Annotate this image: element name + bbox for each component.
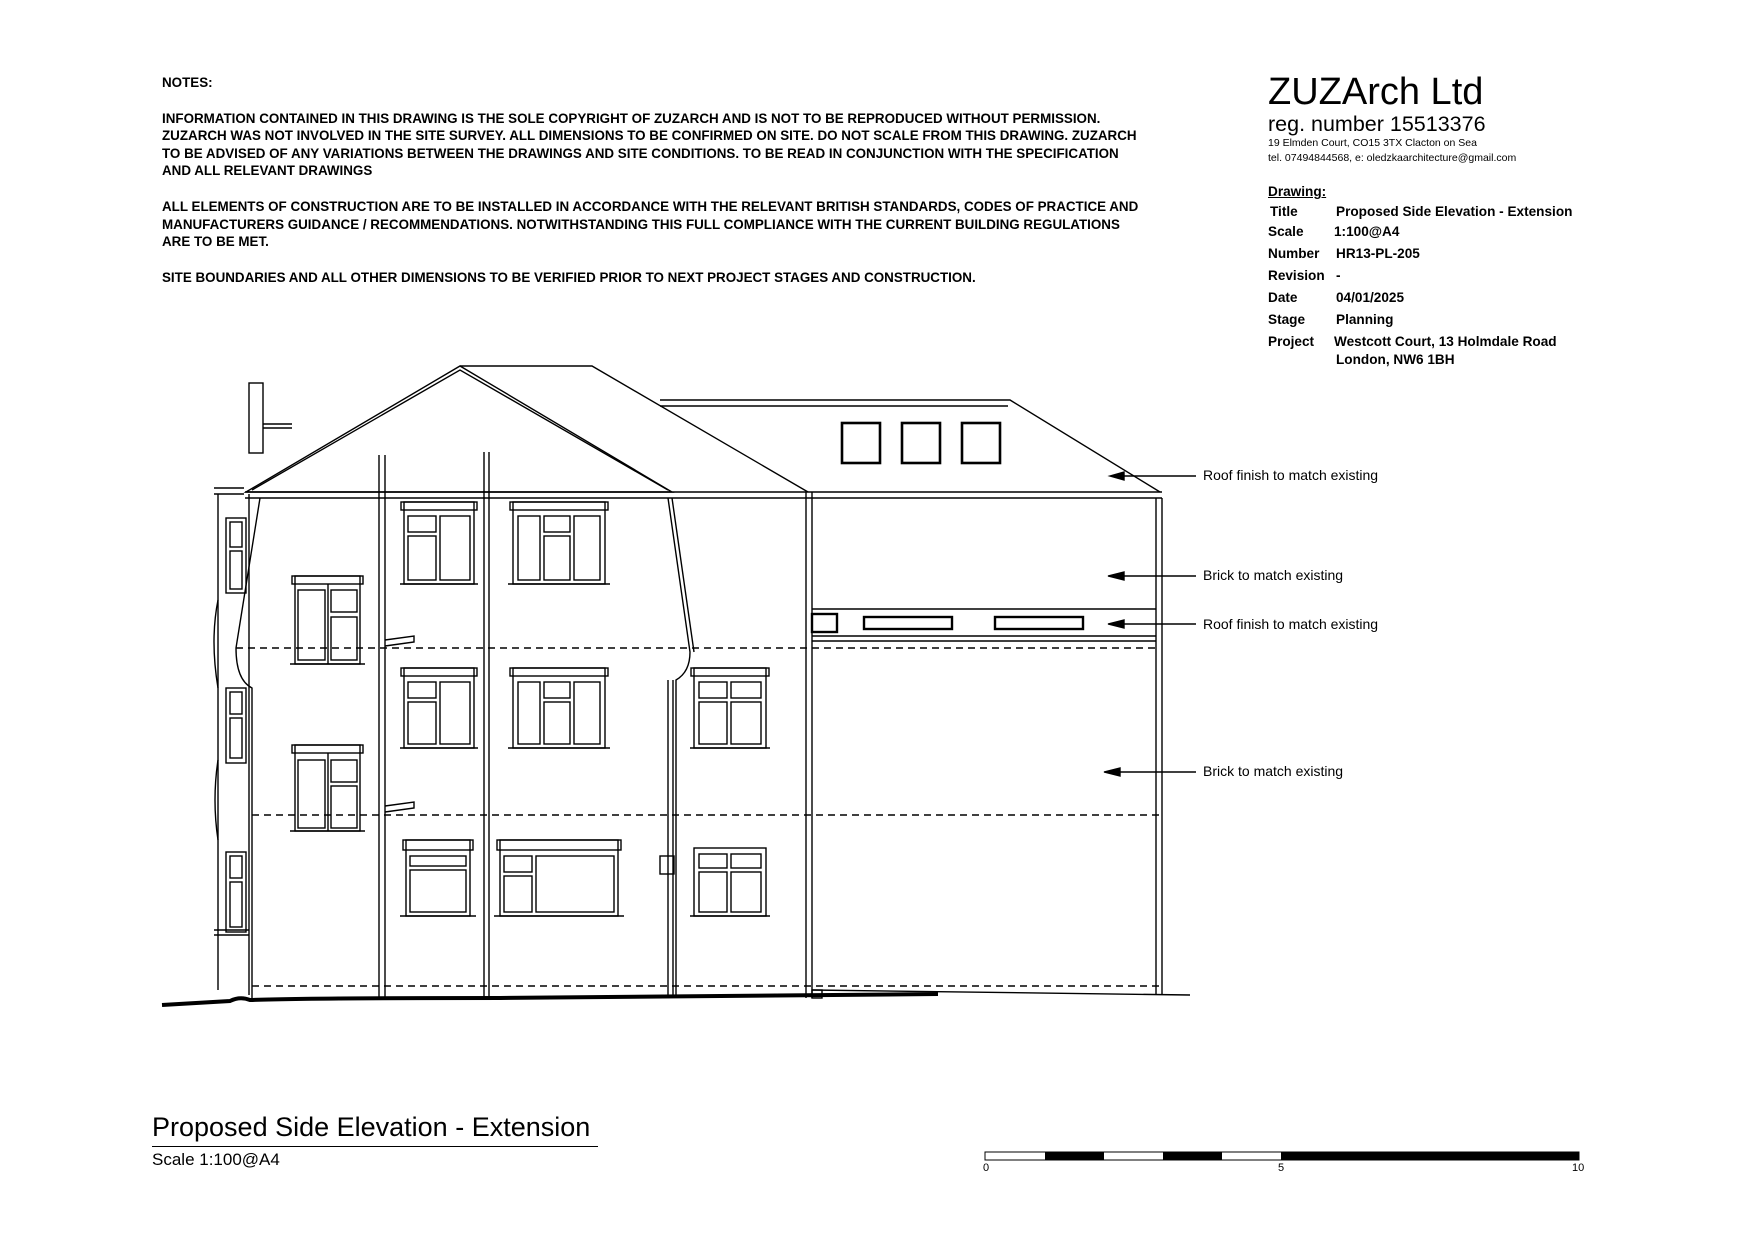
notes-heading: NOTES: xyxy=(162,75,213,90)
tb-project-label: Project xyxy=(1268,334,1315,349)
neighbour-building xyxy=(214,488,249,995)
company-contact: tel. 07494844568, e: oledzkaarchitecture@gmail.com xyxy=(1268,152,1517,164)
tb-stage-value: Planning xyxy=(1336,312,1394,327)
note-standards: ALL ELEMENTS OF CONSTRUCTION ARE TO BE INSTALLED IN ACCORDANCE WITH THE RELEVANT BRITISH STANDARDS, CODES OF PRACTICE AND MANUFACTURERS GUIDANCE / RECOMMENDATIONS. NOTWITHSTANDING THIS FULL COMPLIANCE WITH THE CURRENT BUILDING REGULATIONS ARE TO BE MET. xyxy=(162,198,1139,250)
chimney xyxy=(249,383,292,453)
scale-bar-label-10: 10 xyxy=(1572,1162,1585,1174)
tb-project-value-1: Westcott Court, 13 Holmdale Road xyxy=(1334,334,1557,349)
tb-scale-label: Scale xyxy=(1268,224,1304,239)
title-block-heading: Drawing: xyxy=(1268,184,1327,199)
company-name: ZUZArch Ltd xyxy=(1268,71,1484,113)
callout-leaders xyxy=(1104,472,1196,776)
tb-date-label: Date xyxy=(1268,290,1298,305)
callout-brick-upper: Brick to match existing xyxy=(1203,567,1344,583)
tb-title-value: Proposed Side Elevation - Extension xyxy=(1336,204,1573,219)
tb-number-value: HR13-PL-205 xyxy=(1336,246,1420,261)
scale-bar-label-0: 0 xyxy=(983,1162,990,1174)
drawing-title-underline xyxy=(152,1146,598,1147)
note-boundaries: SITE BOUNDARIES AND ALL OTHER DIMENSIONS TO BE VERIFIED PRIOR TO NEXT PROJECT STAGES AND CONSTRUCTION. xyxy=(162,269,976,285)
drawing-scale: Scale 1:100@A4 xyxy=(152,1150,280,1169)
tb-revision-value: - xyxy=(1336,268,1341,283)
tb-number-label: Number xyxy=(1268,246,1320,261)
tb-stage-label: Stage xyxy=(1268,312,1306,327)
drawing-title: Proposed Side Elevation - Extension xyxy=(152,1112,591,1142)
main-house xyxy=(236,366,1160,998)
tb-revision-label: Revision xyxy=(1268,268,1325,283)
callout-roof-lower: Roof finish to match existing xyxy=(1203,616,1379,632)
callout-brick-lower: Brick to match existing xyxy=(1203,763,1344,779)
scale-bar xyxy=(985,1152,1579,1160)
tb-project-value-2: London, NW6 1BH xyxy=(1336,352,1455,367)
scale-bar-label-5: 5 xyxy=(1278,1162,1285,1174)
company-address: 19 Elmden Court, CO15 3TX Clacton on Sea xyxy=(1268,137,1477,149)
ground-line xyxy=(162,994,938,1005)
tb-scale-value: 1:100@A4 xyxy=(1334,224,1400,239)
callout-roof-upper: Roof finish to match existing xyxy=(1203,467,1379,483)
extension xyxy=(660,400,1190,998)
company-reg: reg. number 15513376 xyxy=(1268,112,1486,136)
windows xyxy=(290,502,770,916)
tb-date-value: 04/01/2025 xyxy=(1336,290,1405,305)
tb-title-label: Title xyxy=(1270,204,1298,219)
note-copyright: INFORMATION CONTAINED IN THIS DRAWING IS THE SOLE COPYRIGHT OF ZUZARCH AND IS NOT TO BE REPRODUCED WITHOUT PERMISSION. ZUZARCH WAS NOT INVOLVED IN THE SITE SURVEY. ALL DIMENSIONS TO BE CONFIRMED ON SITE. DO NOT SCALE FROM THIS DRAWING. ZUZARCH TO BE ADVISED OF ANY VARIATIONS BETWEEN THE DRAWINGS AND SITE CONDITIONS. TO BE READ IN CONJUNCTION WITH THE SPECIFICATION AND ALL RELEVANT DRAWINGS xyxy=(162,110,1137,179)
